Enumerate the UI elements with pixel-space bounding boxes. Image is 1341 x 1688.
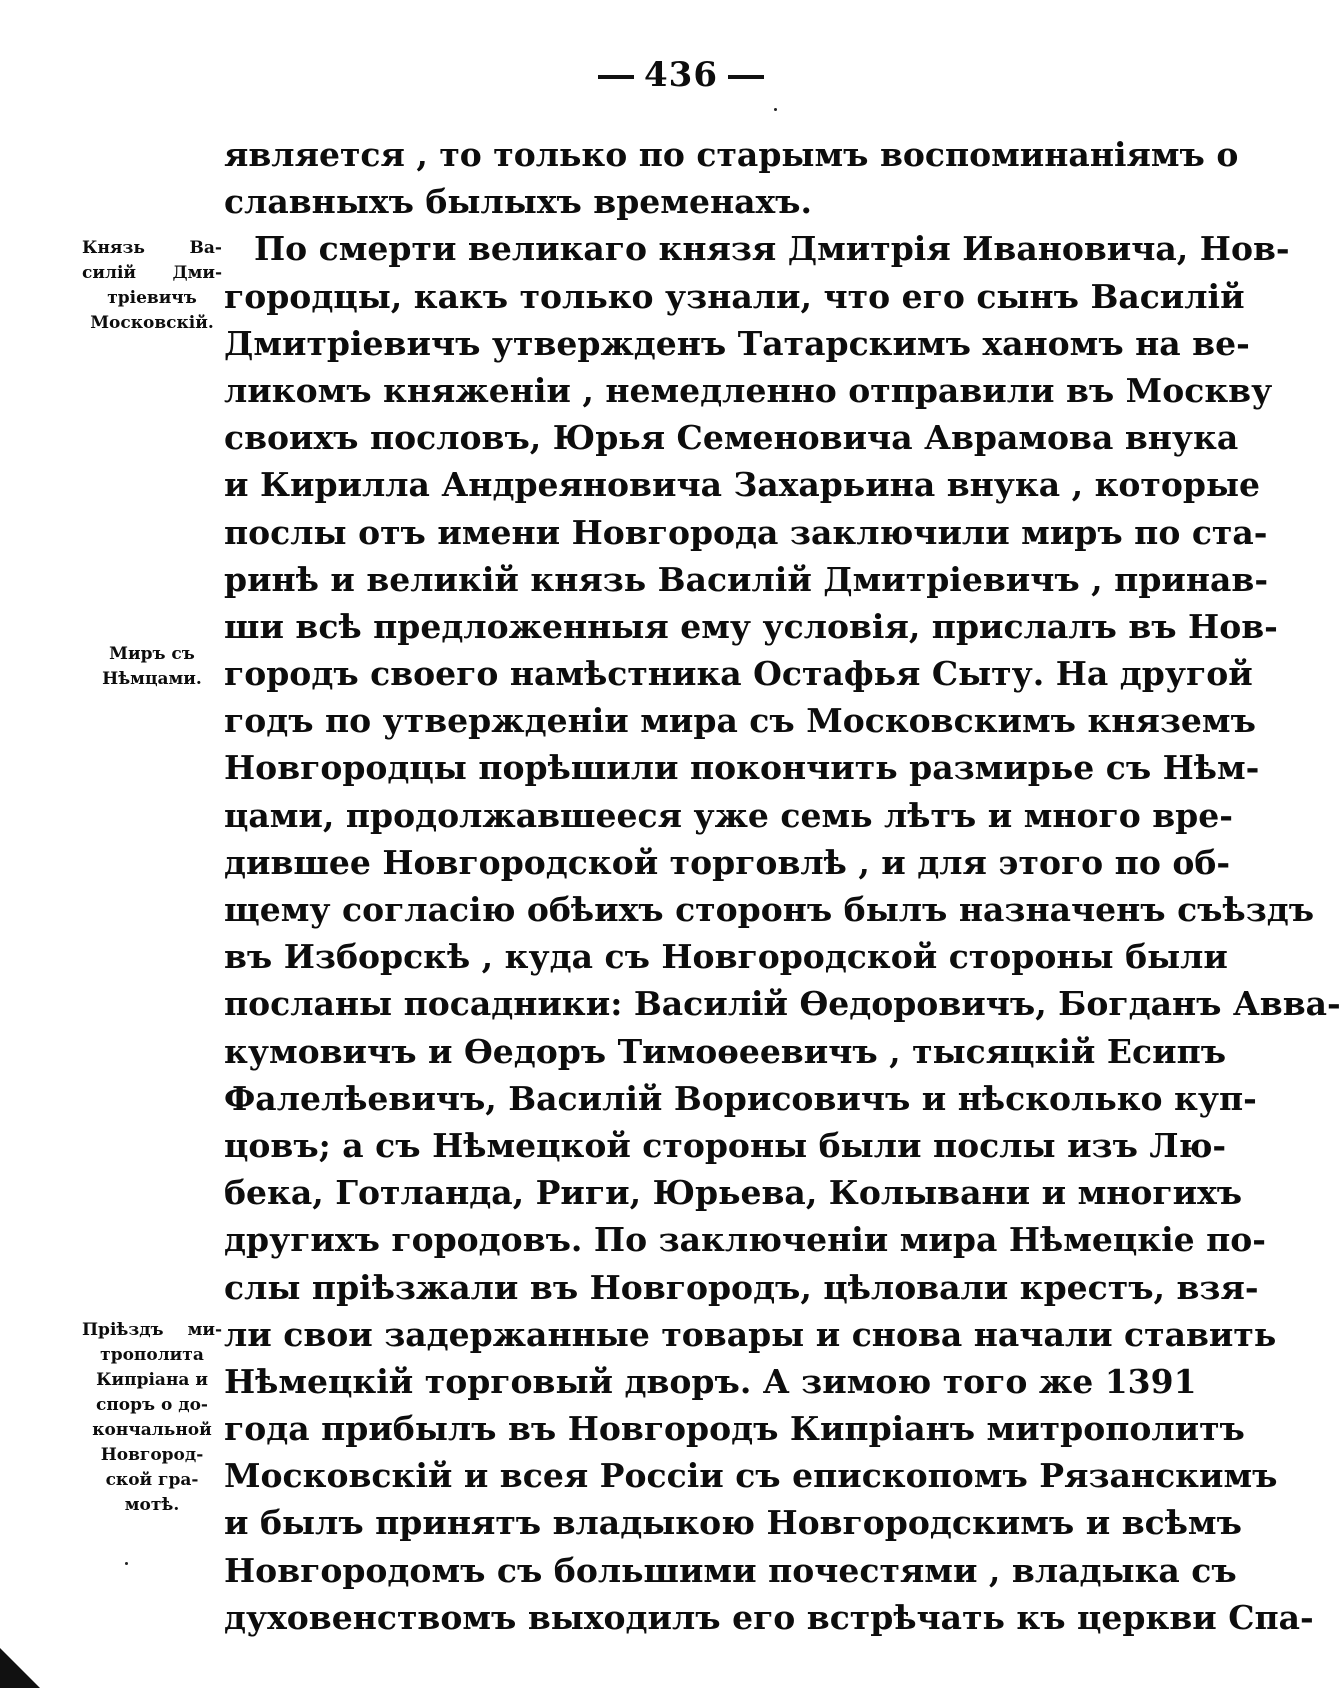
margin-note-line: Нѣмцами. [102,669,202,689]
dash-right [728,75,764,79]
text-line: цами, продолжавшееся уже семь лѣтъ и много вре- [224,795,1233,835]
dash-left [598,75,634,79]
margin-note-vasily [82,236,222,336]
text-line: щему согласію обѣихъ сторонъ былъ назначенъ съѣздъ [224,890,1315,929]
text-line: ши всѣ предложенныя ему условія, прислалъ въ Нов- [224,606,1278,646]
text-line: въ Изборскѣ , куда съ Новгородской стороны были [224,937,1228,977]
text-line: другихъ городовъ. По заключеніи мира Нѣмецкіе по- [224,1220,1266,1260]
margin-note-line: Кипріана и [96,1370,208,1390]
text-line: годъ по утвержденіи мира съ Московскимъ княземъ [224,701,1256,741]
text-line: ли свои задержанные товары и снова начали ставить [224,1314,1277,1354]
text-line: и былъ принятъ владыкою Новгородскимъ и всѣмъ [224,1503,1242,1543]
text-line: Дмитріевичъ утвержденъ Татарскимъ ханомъ на ве- [224,323,1250,363]
corner-mark [0,1648,40,1688]
text-line: ринѣ и великій князь Василій Дмитріевичъ , принав- [224,559,1269,599]
text-line: городцы, какъ только узнали, что его сынъ Василій [224,276,1245,316]
margin-note-line: споръ о до- [96,1395,208,1415]
text-line: своихъ пословъ, Юрья Семеновича Аврамова внука [224,418,1239,458]
text-line: является , то только по старымъ воспоминаніямъ о [224,135,1239,174]
text-line: Фалелѣевичъ, Василій Ворисовичъ и нѣсколько куп- [224,1078,1257,1118]
page-number [588,55,774,95]
text-line: ликомъ княженіи , немедленно отправили въ Москву [224,370,1273,410]
text-line: кумовичъ и Ѳедоръ Тимоѳеевичъ , тысяцкій Есипъ [224,1031,1227,1071]
page-number-value: 436 [644,55,718,95]
margin-note-line: Миръ съ [109,644,195,664]
text-line: славныхъ былыхъ временахъ. [224,182,812,222]
margin-note-line: тріевичъ [107,288,197,308]
text-line: дившее Новгородской торговлѣ , и для этого по об- [224,842,1231,882]
body-text [224,131,1341,1641]
text-line: Московскій и всея Россіи съ епископомъ Рязанскимъ [224,1456,1278,1496]
margin-note-line: мотѣ. [124,1495,180,1515]
text-line: Нѣмецкій торговый дворъ. А зимою того же 1391 [224,1361,1197,1401]
margin-note-line: Новгород- [100,1445,204,1465]
text-line: По смерти великаго князя Дмитрія Ивановича, Нов- [254,229,1290,269]
text-line: послы отъ имени Новгорода заключили миръ по ста- [224,512,1268,552]
margin-note-line: ской гра- [105,1470,199,1490]
text-line: слы пріѣзжали въ Новгородъ, цѣловали крестъ, взя- [224,1267,1259,1307]
text-line: цовъ; а съ Нѣмецкой стороны были послы изъ Лю- [224,1125,1227,1165]
margin-note-line: Московскій. [90,313,214,333]
text-line: Новгородомъ съ большими почестями , владыка съ [224,1550,1237,1590]
margin-note-line: Князь Ва- [82,238,222,258]
text-line: Новгородцы порѣшили покончить размирье съ Нѣм- [224,748,1260,788]
margin-note-line: Пріѣздъ ми- [82,1320,222,1340]
ink-speck [125,1562,128,1565]
margin-note-line: кончальной [92,1420,212,1440]
text-line: года прибылъ въ Новгородъ Кипріанъ митрополитъ [224,1409,1245,1449]
margin-note-cyprian [82,1318,222,1518]
text-line: городъ своего намѣстника Остафья Сыту. На другой [224,654,1253,694]
ink-speck [774,108,777,111]
margin-note-line: силій Дми- [82,263,222,283]
text-line: и Кирилла Андреяновича Захарьина внука , которые [224,465,1261,505]
margin-note-peace [82,642,222,692]
text-line: духовенствомъ выходилъ его встрѣчать къ церкви Спа- [224,1597,1314,1637]
margin-note-line: трополита [100,1345,204,1365]
text-line: бека, Готланда, Риги, Юрьева, Колывани и многихъ [224,1173,1243,1213]
text-line: посланы посадники: Василій Ѳедоровичъ, Богданъ Авва- [224,984,1341,1024]
